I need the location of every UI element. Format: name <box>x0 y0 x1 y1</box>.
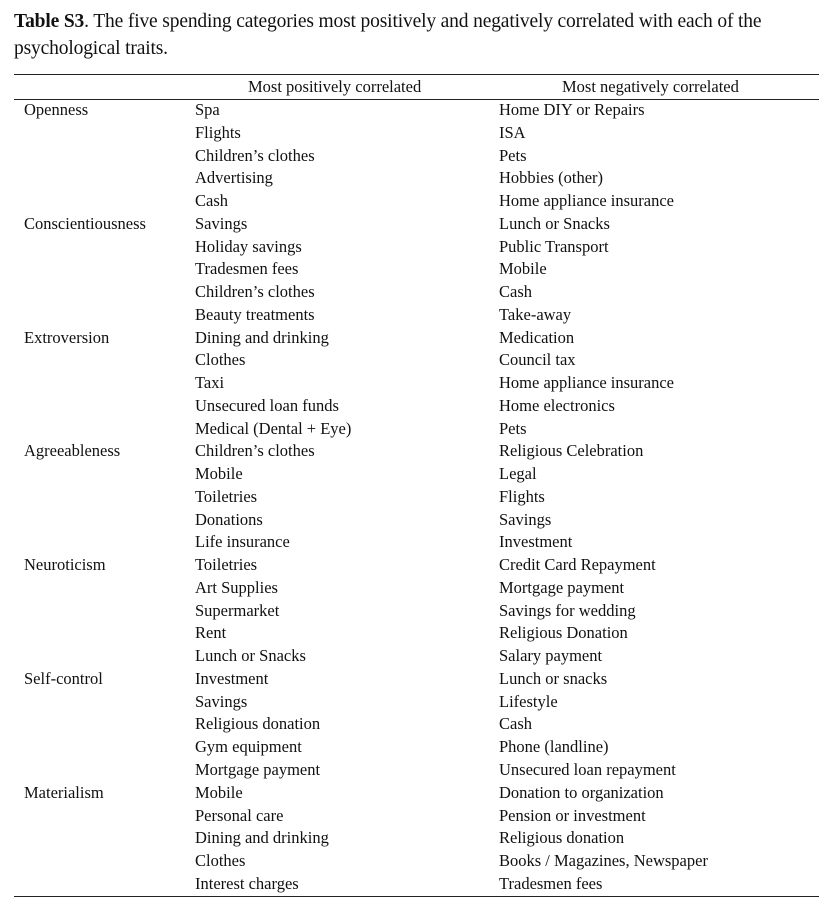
negative-category-cell: Lifestyle <box>499 691 558 711</box>
positive-category-cell: Rent <box>195 623 227 643</box>
positive-category-cell: Clothes <box>195 350 246 370</box>
trait-group <box>0 213 825 327</box>
negative-category-cell: Cash <box>499 714 532 734</box>
negative-category-cell: Home appliance insurance <box>499 191 675 210</box>
positive-category-cell: Tradesmen fees <box>195 259 299 279</box>
table-body <box>0 99 825 896</box>
positive-column <box>195 213 315 327</box>
positive-category-cell: Children’s clothes <box>195 441 315 461</box>
positive-category-cell: Donations <box>195 509 263 529</box>
trait-group <box>0 668 825 782</box>
positive-category-cell: Gym equipment <box>195 737 302 757</box>
negative-category-cell: Religious Celebration <box>499 441 644 461</box>
negative-category-cell: Tradesmen fees <box>499 873 603 893</box>
negative-category-cell: Investment <box>499 532 573 552</box>
negative-category-cell: Unsecured loan repayment <box>499 759 676 779</box>
table-bottom-rule <box>14 896 819 897</box>
positive-category-cell: Lunch or Snacks <box>195 646 306 666</box>
negative-category-cell: Flights <box>499 486 545 506</box>
positive-category-cell: Art Supplies <box>195 577 278 597</box>
negative-category-cell: Donation to organization <box>499 782 664 802</box>
positive-column <box>195 440 315 554</box>
trait-name: Agreeableness <box>24 441 121 461</box>
negative-category-cell: Home electronics <box>499 395 615 415</box>
positive-category-cell: Beauty treatments <box>195 304 315 324</box>
trait-name: Materialism <box>24 782 104 802</box>
trait-group <box>0 554 825 668</box>
trait-name: Extroversion <box>24 327 110 347</box>
positive-category-cell: Dining and drinking <box>195 327 329 347</box>
positive-category-cell: Interest charges <box>195 873 299 893</box>
negative-category-cell: Religious Donation <box>499 623 628 643</box>
header-positive: Most positively correlated <box>248 77 422 96</box>
negative-column <box>499 99 674 213</box>
positive-category-cell: Mobile <box>195 782 243 802</box>
positive-category-cell: Flights <box>195 122 241 142</box>
negative-category-cell: Public Transport <box>499 236 609 256</box>
positive-category-cell: Taxi <box>195 373 225 393</box>
trait-name: Openness <box>24 100 89 119</box>
positive-column <box>195 554 306 668</box>
positive-category-cell: Advertising <box>195 168 273 188</box>
negative-category-cell: Cash <box>499 282 532 302</box>
negative-category-cell: Books / Magazines, Newspaper <box>499 851 708 871</box>
positive-column <box>195 668 320 782</box>
trait-name: Self-control <box>24 668 103 688</box>
positive-column <box>195 327 351 441</box>
trait-name: Neuroticism <box>24 555 106 575</box>
negative-category-cell: ISA <box>499 122 526 142</box>
trait-name: Conscientiousness <box>24 213 146 233</box>
negative-category-cell: Medication <box>499 327 575 347</box>
negative-category-cell: Legal <box>499 464 537 484</box>
trait-group <box>0 782 825 896</box>
negative-category-cell: Council tax <box>499 350 576 370</box>
negative-column <box>499 554 656 668</box>
negative-column <box>499 668 676 782</box>
positive-category-cell: Life insurance <box>195 532 290 552</box>
trait-group <box>0 327 825 441</box>
positive-category-cell: Religious donation <box>195 714 321 734</box>
negative-category-cell: Phone (landline) <box>499 737 609 757</box>
positive-category-cell: Personal care <box>195 805 284 825</box>
table-top-rule <box>14 74 819 75</box>
positive-category-cell: Mobile <box>195 464 243 484</box>
negative-category-cell: Pets <box>499 145 527 165</box>
negative-category-cell: Take-away <box>499 304 572 324</box>
negative-category-cell: Pets <box>499 418 527 438</box>
caption-text: . The five spending categories most positively and negatively correlated with each of the psychological traits. <box>14 11 762 59</box>
negative-column <box>499 782 708 896</box>
positive-category-cell: Savings <box>195 691 248 711</box>
positive-category-cell: Medical (Dental + Eye) <box>195 418 352 438</box>
trait-group <box>0 99 825 213</box>
positive-category-cell: Spa <box>195 100 220 119</box>
positive-category-cell: Unsecured loan funds <box>195 395 339 415</box>
negative-category-cell: Pension or investment <box>499 805 646 825</box>
positive-category-cell: Savings <box>195 213 248 233</box>
negative-category-cell: Religious donation <box>499 828 625 848</box>
negative-category-cell: Lunch or snacks <box>499 668 608 688</box>
positive-category-cell: Toiletries <box>195 486 258 506</box>
negative-category-cell: Mobile <box>499 259 547 279</box>
positive-category-cell: Supermarket <box>195 600 280 620</box>
positive-category-cell: Children’s clothes <box>195 282 315 302</box>
positive-category-cell: Clothes <box>195 851 246 871</box>
negative-category-cell: Hobbies (other) <box>499 168 604 188</box>
negative-column <box>499 327 674 441</box>
positive-category-cell: Mortgage payment <box>195 759 321 779</box>
table-caption <box>14 8 824 62</box>
negative-category-cell: Savings for wedding <box>499 600 636 620</box>
positive-category-cell: Children’s clothes <box>195 145 315 165</box>
caption-label: Table S3 <box>14 11 85 32</box>
positive-category-cell: Dining and drinking <box>195 828 329 848</box>
negative-column <box>499 440 643 554</box>
negative-category-cell: Savings <box>499 509 552 529</box>
positive-category-cell: Toiletries <box>195 555 258 575</box>
negative-category-cell: Home DIY or Repairs <box>499 100 645 119</box>
negative-category-cell: Salary payment <box>499 646 603 666</box>
header-negative: Most negatively correlated <box>562 77 739 96</box>
positive-category-cell: Holiday savings <box>195 236 302 256</box>
negative-category-cell: Credit Card Repayment <box>499 555 656 575</box>
negative-category-cell: Home appliance insurance <box>499 373 675 393</box>
positive-category-cell: Investment <box>195 668 269 688</box>
negative-column <box>499 213 610 327</box>
trait-group <box>0 440 825 554</box>
negative-category-cell: Mortgage payment <box>499 577 625 597</box>
positive-category-cell: Cash <box>195 191 228 210</box>
positive-column <box>195 99 315 213</box>
negative-category-cell: Lunch or Snacks <box>499 213 610 233</box>
positive-column <box>195 782 329 896</box>
